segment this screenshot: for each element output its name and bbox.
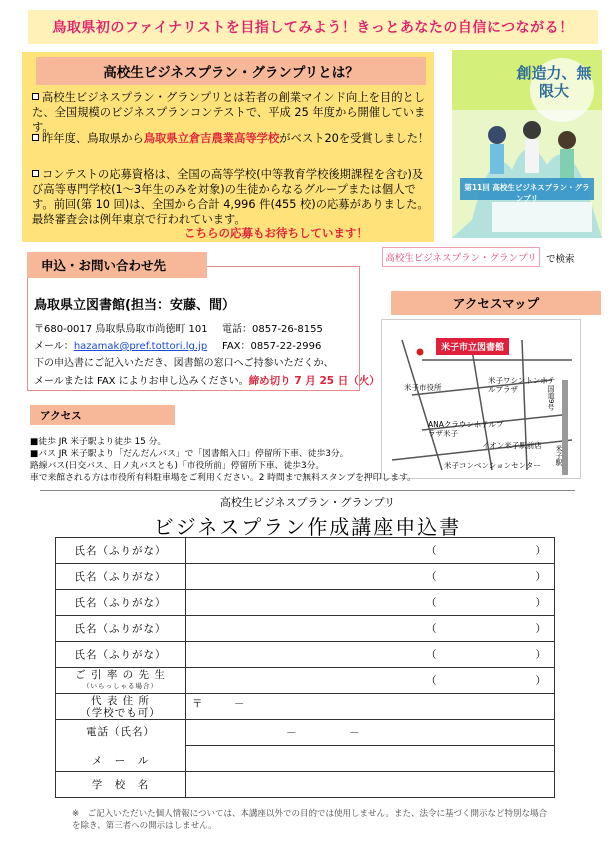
footnote: ※ ご記入いただいた個人情報については、本講座以外での目的では使用しません。また、法令に基づく開示など特別な場合を除き、第三者への開示はしません。 <box>72 809 547 831</box>
map-place: 米子ワシントンホテルプラザ <box>488 376 556 394</box>
phone-mail-label: 電話（氏名） メ ー ル <box>56 720 186 772</box>
form-subtitle: 高校生ビジネスプラン・グランプリ <box>219 496 396 509</box>
map-place: 国道9号 <box>547 385 555 411</box>
application-form-table <box>55 537 555 798</box>
name-label: 氏名（ふりがな） <box>56 616 186 642</box>
table-row <box>56 538 555 564</box>
map-place: イオン米子駅前店 <box>482 441 542 450</box>
form-title: ビジネスプラン作成講座申込書 <box>153 515 462 539</box>
name-label: 氏名（ふりがな） <box>56 590 186 616</box>
name-field[interactable]: （ ） <box>186 616 555 642</box>
name-field[interactable]: （ ） <box>186 538 555 564</box>
about-closing: こちらの応募もお待ちしています！ <box>184 226 368 240</box>
address-text: 〒680-0017 鳥取県鳥取市尚徳町 101 <box>34 324 208 335</box>
teacher-field[interactable]: （ ） <box>186 668 555 694</box>
map-place: ANAクラウンホテルプラザ米子 <box>428 420 504 438</box>
map-library-label: 米子市立図書館 <box>436 338 509 355</box>
search-suffix: で検索 <box>546 254 575 265</box>
tel-text: 電話：0857-26-8155 <box>222 324 323 335</box>
bullet-square-icon <box>32 170 39 177</box>
map-place: 米子コンベンションセンター <box>444 461 541 470</box>
map-place: 米子市役所 <box>404 383 442 392</box>
address-label: 代 表 住 所 （学校でも可） <box>56 694 186 720</box>
table-row <box>56 616 555 642</box>
top-banner: 鳥取県初のファイナリストを目指してみよう！きっとあなたの自信につながる！ <box>28 10 598 44</box>
name-field[interactable]: （ ） <box>186 642 555 668</box>
about-paragraph-1: 高校生ビジネスプラン・グランプリとは若者の創業マインド向上を目的とした、全国規模のビジネスプランコンテストで、平成 25 年度から開催しています。 <box>32 91 426 134</box>
search-box[interactable]: 高校生ビジネスプラン・グランプリ <box>382 247 540 267</box>
about-paragraph-3: コンテストの応募資格は、全国の高等学校(中等教育学校後期課程を含む)及び高等専門学校(1～3年生のみを対象)の生徒からなるグループまたは個人です。前回(第 10 回)は、全国から合計 4,996 件(455 校)の応募がありました。最終審査会は例年東京で行われています。 <box>32 168 429 226</box>
mail-link[interactable]: hazamak@pref.tottori.lg.jp <box>73 341 208 352</box>
school-field[interactable] <box>186 772 555 798</box>
table-row <box>56 642 555 668</box>
school-highlight: 鳥取県立倉吉農業高等学校 <box>143 132 280 145</box>
table-row <box>56 772 555 798</box>
access-label: アクセス <box>30 405 175 425</box>
fax-text: FAX：0857-22-2996 <box>222 341 322 352</box>
instruction-line-2: メールまたは FAX によりお申し込みください。締め切り 7 月 25 日（火） <box>34 375 380 387</box>
access-map <box>381 319 581 479</box>
bullet-square-icon <box>32 93 39 100</box>
access-line: 車で来館される方は市役所有料駐車場をご利用ください。2 時間まで無料スタンプを押印します。 <box>30 473 416 483</box>
access-line: ■徒歩 JR 米子駅より徒歩 15 分。 <box>30 437 167 447</box>
teacher-label: ご 引 率 の 先 生 （いらっしゃる場合） <box>56 668 186 694</box>
mail-line: メール：hazamak@pref.tottori.lg.jp <box>34 341 208 352</box>
address-field[interactable]: 〒 － <box>186 694 555 720</box>
table-row <box>56 694 555 720</box>
instruction-text: 下の申込書にご記入いただき、図書館の窓口へご持参いただくか、 <box>34 358 334 369</box>
deadline: 締め切り 7 月 25 日（火） <box>248 375 380 387</box>
about-title: 高校生ビジネスプラン・グランプリとは？ <box>36 57 426 85</box>
name-label: 氏名（ふりがな） <box>56 642 186 668</box>
poster-image <box>452 50 602 238</box>
school-label: 学 校 名 <box>56 772 186 798</box>
name-field[interactable]: （ ） <box>186 564 555 590</box>
about-paragraph-2: 昨年度、鳥取県から鳥取県立倉吉農業高等学校がベスト20を受賞しました！ <box>32 131 430 146</box>
access-line: ■バス JR 米子駅より「だんだんバス」で「図書館入口」停留所下車、徒歩3分。 <box>30 449 349 459</box>
contact-label: 申込・お問い合わせ先 <box>27 252 207 278</box>
table-row <box>56 668 555 694</box>
access-line: 路線バス(日交バス、日ノ丸バスとも)「市役所前」停留所下車、徒歩3分。 <box>30 461 325 471</box>
mail-field[interactable] <box>186 746 555 772</box>
name-label: 氏名（ふりがな） <box>56 538 186 564</box>
table-row <box>56 590 555 616</box>
bullet-square-icon <box>32 134 39 141</box>
name-label: 氏名（ふりがな） <box>56 564 186 590</box>
poster-subtitle: 第11回 高校生ビジネスプラン・グランプリ <box>464 183 590 203</box>
name-field[interactable]: （ ） <box>186 590 555 616</box>
table-row <box>56 720 555 746</box>
phone-field[interactable]: － － <box>186 720 555 746</box>
library-name: 鳥取県立図書館(担当：安藤、間） <box>34 298 235 313</box>
poster-headline: 創造力、無限大 <box>516 64 592 100</box>
access-map-label: アクセスマップ <box>391 291 601 315</box>
divider <box>40 490 575 491</box>
table-row <box>56 564 555 590</box>
map-place: 米子駅 <box>555 445 563 466</box>
